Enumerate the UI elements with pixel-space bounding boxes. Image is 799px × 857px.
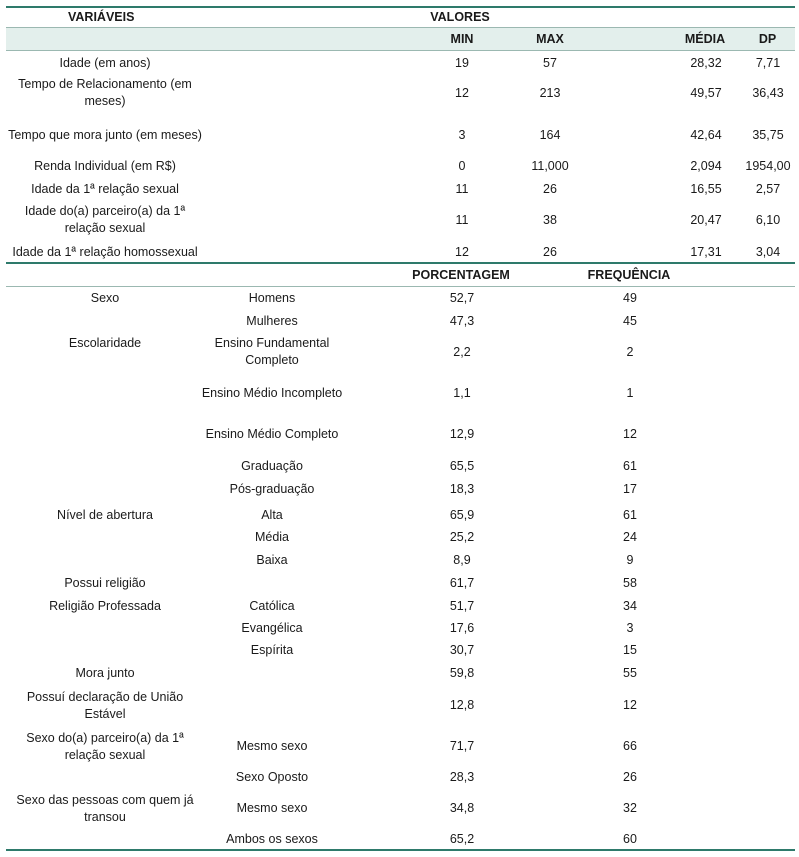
numeric-max: 26 xyxy=(543,181,557,196)
categorical-subcategory: Ensino Fundamental Completo xyxy=(214,336,330,367)
section-divider xyxy=(6,262,795,264)
categorical-variable: Sexo xyxy=(90,290,120,305)
categorical-subcategory: Sexo Oposto xyxy=(235,769,309,784)
categorical-frequency: 15 xyxy=(623,642,637,657)
categorical-percentage: 18,3 xyxy=(449,481,475,496)
numeric-label: Idade (em anos) xyxy=(59,55,151,70)
categorical-percentage: 8,9 xyxy=(453,552,471,567)
numeric-max: 11,000 xyxy=(531,158,569,173)
categorical-subcategory: Média xyxy=(254,529,290,544)
numeric-media: 16,55 xyxy=(690,181,722,196)
numeric-dp: 1954,00 xyxy=(745,158,791,173)
categorical-variable: Mora junto xyxy=(75,665,135,680)
numeric-max: 164 xyxy=(539,127,561,142)
numeric-media: 28,32 xyxy=(690,55,722,70)
categorical-subcategory: Católica xyxy=(249,598,295,613)
categorical-subcategory: Ensino Médio Completo xyxy=(205,426,339,441)
categorical-subcategory: Homens xyxy=(248,290,296,305)
categorical-frequency: 61 xyxy=(623,458,637,473)
categorical-percentage: 17,6 xyxy=(449,620,475,635)
categorical-frequency: 60 xyxy=(623,831,637,846)
numeric-label: Tempo de Relacionamento (em meses) xyxy=(18,77,192,108)
categorical-frequency: 58 xyxy=(623,575,637,590)
header-dp: DP xyxy=(758,32,777,46)
categorical-percentage: 1,1 xyxy=(453,385,471,400)
numeric-media: 2,094 xyxy=(690,158,722,173)
categorical-percentage: 65,5 xyxy=(449,458,475,473)
categorical-frequency: 17 xyxy=(623,481,637,496)
categorical-frequency: 12 xyxy=(623,697,637,712)
categorical-frequency: 34 xyxy=(623,598,637,613)
categorical-frequency: 45 xyxy=(623,313,637,328)
categorical-variable: Escolaridade xyxy=(68,335,142,350)
numeric-min: 11 xyxy=(455,212,469,227)
numeric-min: 12 xyxy=(455,244,469,259)
numeric-min: 3 xyxy=(458,127,466,142)
categorical-percentage: 59,8 xyxy=(449,665,475,680)
header-valores: VALORES xyxy=(430,10,490,24)
numeric-dp: 7,71 xyxy=(755,55,781,70)
numeric-label: Tempo que mora junto (em meses) xyxy=(8,127,202,142)
categorical-frequency: 1 xyxy=(626,385,634,400)
categorical-frequency: 49 xyxy=(623,290,637,305)
categorical-percentage: 25,2 xyxy=(449,529,475,544)
categorical-subcategory: Espírita xyxy=(250,642,294,657)
categorical-percentage: 51,7 xyxy=(449,598,475,613)
numeric-label: Idade do(a) parceiro(a) da 1ª relação sexual xyxy=(24,204,186,235)
categorical-percentage: 28,3 xyxy=(449,769,475,784)
categorical-frequency: 61 xyxy=(623,507,637,522)
categorical-subcategory: Ambos os sexos xyxy=(226,831,318,846)
categorical-percentage: 12,9 xyxy=(449,426,475,441)
categorical-frequency: 66 xyxy=(623,738,637,753)
subheader-top-rule xyxy=(6,27,795,28)
categorical-frequency: 12 xyxy=(623,426,637,441)
categorical-percentage: 65,2 xyxy=(449,831,475,846)
subheader-bottom-rule xyxy=(6,50,795,51)
categorical-frequency: 24 xyxy=(623,529,637,544)
header-variaveis: VARIÁVEIS xyxy=(68,10,135,24)
categorical-header-rule xyxy=(6,286,795,287)
categorical-frequency: 32 xyxy=(623,800,637,815)
categorical-percentage: 47,3 xyxy=(449,313,475,328)
categorical-percentage: 2,2 xyxy=(453,344,471,359)
numeric-min: 0 xyxy=(458,158,466,173)
numeric-min: 19 xyxy=(455,55,469,70)
numeric-label: Renda Individual (em R$) xyxy=(34,158,176,173)
bottom-rule xyxy=(6,849,795,851)
categorical-subcategory: Ensino Médio Incompleto xyxy=(201,385,343,400)
categorical-frequency: 9 xyxy=(626,552,634,567)
categorical-frequency: 2 xyxy=(626,344,634,359)
numeric-media: 17,31 xyxy=(690,244,722,259)
numeric-media: 42,64 xyxy=(690,127,722,142)
numeric-media: 20,47 xyxy=(690,212,722,227)
numeric-dp: 3,04 xyxy=(755,244,781,259)
categorical-variable: Nível de abertura xyxy=(57,507,153,522)
categorical-percentage: 30,7 xyxy=(449,642,475,657)
categorical-subcategory: Evangélica xyxy=(241,620,303,635)
numeric-max: 38 xyxy=(543,212,557,227)
numeric-label: Idade da 1ª relação homossexual xyxy=(12,244,198,259)
categorical-percentage: 65,9 xyxy=(449,507,475,522)
categorical-percentage: 12,8 xyxy=(449,697,475,712)
categorical-frequency: 55 xyxy=(623,665,637,680)
categorical-percentage: 34,8 xyxy=(449,800,475,815)
categorical-variable: Possui religião xyxy=(64,575,146,590)
categorical-frequency: 3 xyxy=(626,620,634,635)
categorical-percentage: 71,7 xyxy=(449,738,475,753)
categorical-subcategory: Graduação xyxy=(241,458,303,473)
numeric-max: 26 xyxy=(543,244,557,259)
numeric-dp: 36,43 xyxy=(752,85,784,100)
header-max: MAX xyxy=(536,32,564,46)
numeric-label: Idade da 1ª relação sexual xyxy=(31,181,179,196)
categorical-variable: Possuí declaração de União Estável xyxy=(26,690,184,721)
categorical-subcategory: Baixa xyxy=(256,552,288,567)
numeric-dp: 2,57 xyxy=(755,181,781,196)
header-frequencia: FREQUÊNCIA xyxy=(587,268,671,282)
categorical-percentage: 52,7 xyxy=(449,290,475,305)
numeric-min: 11 xyxy=(455,181,469,196)
categorical-percentage: 61,7 xyxy=(449,575,475,590)
numeric-media: 49,57 xyxy=(690,85,722,100)
header-min: MIN xyxy=(450,32,474,46)
categorical-variable: Sexo das pessoas com quem já transou xyxy=(16,793,194,824)
numeric-min: 12 xyxy=(455,85,469,100)
categorical-variable: Sexo do(a) parceiro(a) da 1ª relação sexual xyxy=(26,731,184,762)
categorical-subcategory: Mulheres xyxy=(246,313,298,328)
categorical-frequency: 26 xyxy=(623,769,637,784)
numeric-max: 57 xyxy=(543,55,557,70)
categorical-subcategory: Pós-graduação xyxy=(229,481,315,496)
categorical-subcategory: Mesmo sexo xyxy=(236,800,308,815)
categorical-subcategory: Alta xyxy=(261,507,283,522)
numeric-max: 213 xyxy=(539,85,561,100)
categorical-subcategory: Mesmo sexo xyxy=(236,738,308,753)
numeric-dp: 35,75 xyxy=(752,127,784,142)
categorical-variable: Religião Professada xyxy=(49,598,161,613)
numeric-dp: 6,10 xyxy=(755,212,781,227)
header-porcentagem: PORCENTAGEM xyxy=(412,268,510,282)
header-media: MÉDIA xyxy=(684,32,726,46)
